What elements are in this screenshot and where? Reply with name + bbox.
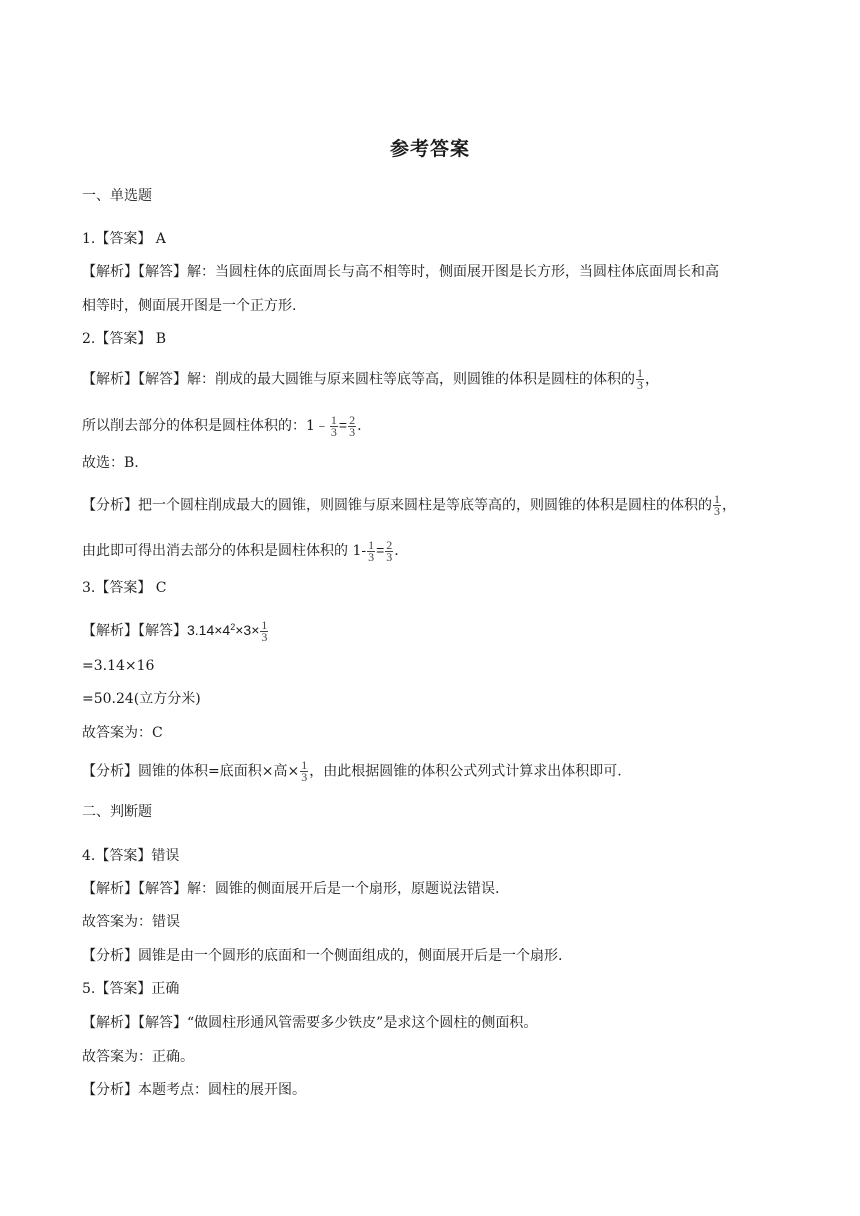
q1-analysis-line1: 【解析】【解答】解：当圆柱体的底面周长与高不相等时，侧面展开图是长方形，当圆柱体底面周长和高 (82, 264, 719, 280)
q1-analysis-line2: 相等时，侧面展开图是一个正方形. (82, 298, 297, 314)
q2-text: 【解析】【解答】解：削成的最大圆锥与原来圆柱等底等高，则圆锥的体积是圆柱的体积的 (82, 371, 635, 388)
q3-step1: =3.14×16 (82, 658, 155, 674)
q3-explanation: 【分析】圆锥的体积=底面积×高× $\frac{1}{3}$ ，由此根据圆锥的体积公式列式计算求出体积即可. (82, 758, 622, 784)
fraction-two-thirds: $\frac{2}{3}$ (349, 412, 356, 439)
q5-conclusion: 故答案为：正确。 (82, 1049, 194, 1065)
q3-step2: =50.24(立方分米) (82, 691, 201, 707)
q2-choice: 故选：B. (82, 455, 139, 471)
q2-analysis-line2: 所以削去部分的体积是圆柱体积的：1﹣ $\frac{1}{3}$ = $\frac{2}{3}$ . (82, 412, 362, 439)
section-heading-true-false: 二、判断题 (82, 804, 152, 820)
q5-explanation: 【分析】本题考点：圆柱的展开图。 (82, 1082, 306, 1098)
fraction-one-third: $\frac{1}{3}$ (261, 617, 268, 644)
fraction-one-third: $\frac{1}{3}$ (637, 366, 643, 392)
fraction-one-third: $\frac{1}{3}$ (330, 412, 337, 439)
q4-conclusion: 故答案为：错误 (82, 914, 180, 930)
q5-answer: 5.【答案】正确 (82, 981, 180, 997)
fraction-one-third: $\frac{1}{3}$ (714, 492, 720, 518)
q2-answer: 2.【答案】 B (82, 331, 167, 347)
section-heading-single-choice: 一、单选题 (82, 188, 152, 204)
q4-answer: 4.【答案】错误 (82, 848, 180, 864)
q4-explanation: 【分析】圆锥是由一个圆形的底面和一个侧面组成的，侧面展开后是一个扇形. (82, 948, 563, 964)
q3-answer: 3.【答案】 C (82, 580, 167, 596)
q3-conclusion: 故答案为：C (82, 725, 163, 741)
q3-analysis-line1: 【解析】【解答】$3.14\times 4^2\times 3\times$ $\frac{1}{3}$ (82, 617, 268, 644)
fraction-two-thirds: $\frac{2}{3}$ (386, 537, 393, 564)
fraction-one-third: $\frac{1}{3}$ (301, 758, 308, 784)
page-title: 参考答案 (389, 138, 470, 160)
q2-explanation-line1: 【分析】把一个圆柱削成最大的圆锥，则圆锥与原来圆柱是等底等高的，则圆锥的体积是圆柱的体积的 $\frac{1}{3}$ ， (82, 492, 736, 518)
q1-answer: 1.【答案】 A (82, 231, 166, 247)
fraction-one-third: $\frac{1}{3}$ (368, 537, 375, 564)
q2-explanation-line2: 由此即可得出消去部分的体积是圆柱体积的 1- $\frac{1}{3}$ = $\frac{2}{3}$ . (82, 537, 399, 564)
q5-analysis: 【解析】【解答】“做圆柱形通风管需要多少铁皮”是求这个圆柱的侧面积。 (82, 1015, 538, 1031)
q4-analysis: 【解析】【解答】解：圆锥的侧面展开后是一个扇形，原题说法错误. (82, 881, 500, 897)
q2-analysis-line1: 【解析】【解答】解：削成的最大圆锥与原来圆柱等底等高，则圆锥的体积是圆柱的体积的 $\frac{1}{3}$ ， (82, 366, 659, 392)
